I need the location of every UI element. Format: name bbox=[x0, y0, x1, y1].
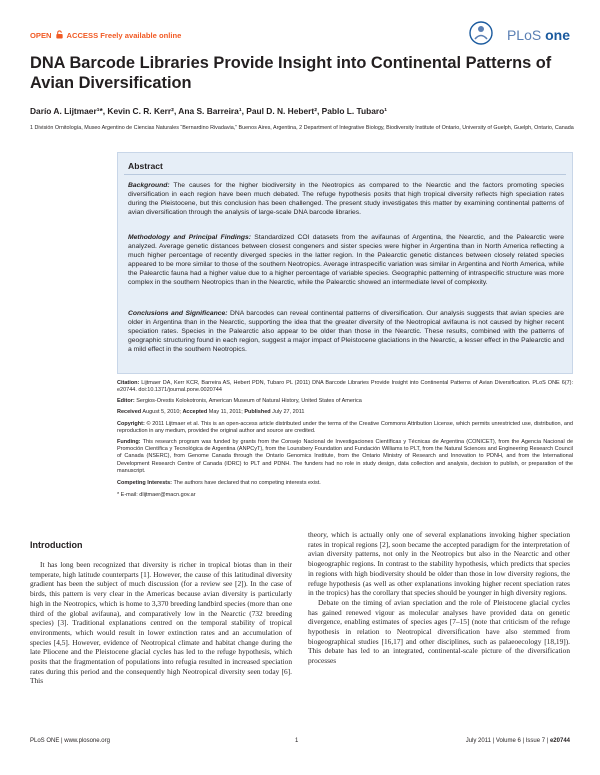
abstract-box bbox=[117, 152, 573, 374]
introduction-heading: Introduction bbox=[30, 540, 83, 550]
abstract-heading: Abstract bbox=[128, 161, 163, 171]
page-number: 1 bbox=[295, 738, 299, 744]
footer-journal-url: PLoS ONE | www.plosone.org bbox=[30, 738, 110, 744]
page-footer bbox=[30, 735, 570, 747]
abstract-divider bbox=[124, 174, 566, 175]
footer-issue: July 2011 | Volume 6 | Issue 7 | e20744 bbox=[465, 738, 570, 744]
author-list: Darío A. Lijtmaer¹*, Kevin C. R. Kerr², Ana S. Barreira¹, Paul D. N. Hebert², Pablo L. Tubaro¹ bbox=[30, 106, 388, 116]
funding: Funding: This research program was funded by grants from the Consejo Nacional de Investigaciones Científicas y Técnicas de Argentina (CONICET), from the Agencia Nacional de Promoción Científica y Tecnológica de Argentina (ANPCyT), from the Lounsbery Foundation and Fundación Williams to PLT, from the Natural Sciences and Engineering Research Council of Canada (NSERC), from Genome Canada through the Ontario Genomics Institute, from the Ontario Ministry of Research and Innovation to PDNH, and from the International Development Research Centre of Canada (IDRC) to PLT and PDNH. The funders had no role in study design, data collection and analysis, decision to publish, or preparation of the manuscript. bbox=[117, 439, 573, 474]
plos-logo-icon bbox=[468, 20, 494, 46]
body-column-right bbox=[308, 530, 570, 666]
affiliations: 1 División Ornitología, Museo Argentino de Ciencias Naturales “Bernardino Rivadavia,” Buenos Aires, Argentina, 2 Department of Integrative Biology, Biodiversity Institute of Ontario, University of Guelph, Guelph, Ontario, Canada bbox=[30, 125, 574, 131]
freely-available-text: Freely available online bbox=[100, 31, 182, 40]
editor: Editor: Sergios-Orestis Kolokotronis, American Museum of Natural History, United States of America bbox=[117, 398, 362, 404]
open-access-banner bbox=[30, 30, 181, 40]
body-paragraph: It has long been recognized that diversity is richer in tropical biotas than in their temperate, high latitude counterparts [1]. However, the cause of this latitudinal diversity gradient has been the subject of much discussion (for a review see [2]). In the case of birds, this pattern is very clear in the Americas because avian diversity is particularly high in the Neotropics, which is home to 3,370 breeding landbird species (more than one third of the global avifauna), and comparatively low in the Nearctic (732 breeding species) [3]. Traditional explanations centred on the temporal stability of tropical environments, which would result in lower extinction rates and an accumulation of species [4,5]. However, evidence of Neotropical climate and habitat change during the late Pliocene and the Pleistocene glacial cycles has led to the refuge hypothesis, which posits that the fragmentation of populations into refugia resulted in increased speciation rates during this period and the consequently high Neotropical diversity seen today [6]. This bbox=[30, 560, 292, 686]
abstract-background: Background: The causes for the higher biodiversity in the Neotropics as compared to the Nearctic and the factors promoting species diversification in each region have been much debated. The refuge hypothesis posits that high tropical diversity reflects high speciation rates during the Pleistocene, but this conclusion has been challenged. The present study investigates this matter by examining continental patterns of avian diversification through the analysis of large-scale DNA barcode libraries. bbox=[128, 182, 564, 216]
journal-name: PLoS one bbox=[506, 27, 570, 43]
copyright: Copyright: © 2011 Lijtmaer et al. This is an open-access article distributed under the terms of the Creative Commons Attribution License, which permits unrestricted use, distribution, and reproduction in any medium, provided the original author and source are credited. bbox=[117, 421, 573, 435]
body-column-left bbox=[30, 560, 292, 686]
competing-interests: Competing Interests: The authors have declared that no competing interests exist. bbox=[117, 480, 321, 486]
body-paragraph: Debate on the timing of avian speciation and the role of Pleistocene glacial cycles has gained renewed vigour as molecular analyses have provided data on genetic divergence, enabling estimates of species ages [7–15] (note that criticism of the refuge hypothesis in relation to Neotropical diversification have also stemmed from biogeographical studies [16,17] and other disciplines, such as palaeoecology [18,19]). This debate has led to an integrated, continental-scale picture of the diversification processes bbox=[308, 597, 570, 666]
article-title: DNA Barcode Libraries Provide Insight into Continental Patterns of Avian Diversification bbox=[30, 54, 552, 92]
open-access-lock-icon bbox=[55, 30, 64, 39]
open-access-prefix: OPEN bbox=[30, 31, 52, 40]
abstract-methods: Methodology and Principal Findings: Standardized COI datasets from the avifaunas of Argentina, the Nearctic, and the Palearctic were analyzed. Average genetic distances between closest congeners and sister species were higher in Argentina than in North America reflecting a much higher percentage of recently diverged species in the latter region. In the Palearctic genetic distances between closely related species appeared to be more similar to those of the southern Neotropics. Average intraspecific variation was similar in Argentina and North America, while the Palearctic fauna had a higher value due to a higher percentage of variable species. Geographic patterning of intraspecific structure was more complex in the southern Neotropics than in the Nearctic, while the Palearctic showed an intermediate level of complexity. bbox=[128, 234, 564, 286]
journal-header bbox=[30, 28, 570, 42]
body-paragraph: theory, which is actually only one of several explanations invoking higher speciation rates in tropical regions [2], soon became the accepted paradigm for the interpretation of avian diversity patterns, not only in the Neotropics but also in the Nearctic and other biogeographic regions. In contrast to the stability hypothesis, which predicts that species in regions with high biodiversity should be older than those in low diversity regions, the refuge hypothesis (as well as other explanations invoking higher recent speciation rates in the tropics) has the corollary that species should be younger in high diversity regions. bbox=[308, 530, 570, 598]
dates: Received August 5, 2010; Accepted May 11, 2011; Published July 27, 2011 bbox=[117, 409, 305, 415]
open-access-suffix: ACCESS bbox=[66, 31, 99, 40]
plos-one-logo bbox=[466, 20, 570, 46]
citation: Citation: Lijtmaer DA, Kerr KCR, Barreira AS, Hebert PDN, Tubaro PL (2011) DNA Barcode Libraries Provide Insight into Continental Patterns of Avian Diversification. PLoS ONE 6(7): e20744. doi:10.1371/journal.pone.0020744 bbox=[117, 380, 573, 394]
corresponding-email: * E-mail: dlijtmaer@macn.gov.ar bbox=[117, 492, 196, 498]
abstract-conclusions: Conclusions and Significance: DNA barcodes can reveal continental patterns of diversification. Our analysis suggests that avian species are older in Argentina than in the Nearctic, supporting the idea that the greater diversity of the Neotropical avifauna is not caused by higher recent speciation rates. Species in the Palearctic also appear to be older than those in the Nearctic. These results, combined with the patterns of geographic structuring found in each region, suggest a major impact of Pleistocene glaciations in the Nearctic, a lesser effect in the Palearctic and a mild effect in the southern Neotropics. bbox=[128, 310, 564, 353]
